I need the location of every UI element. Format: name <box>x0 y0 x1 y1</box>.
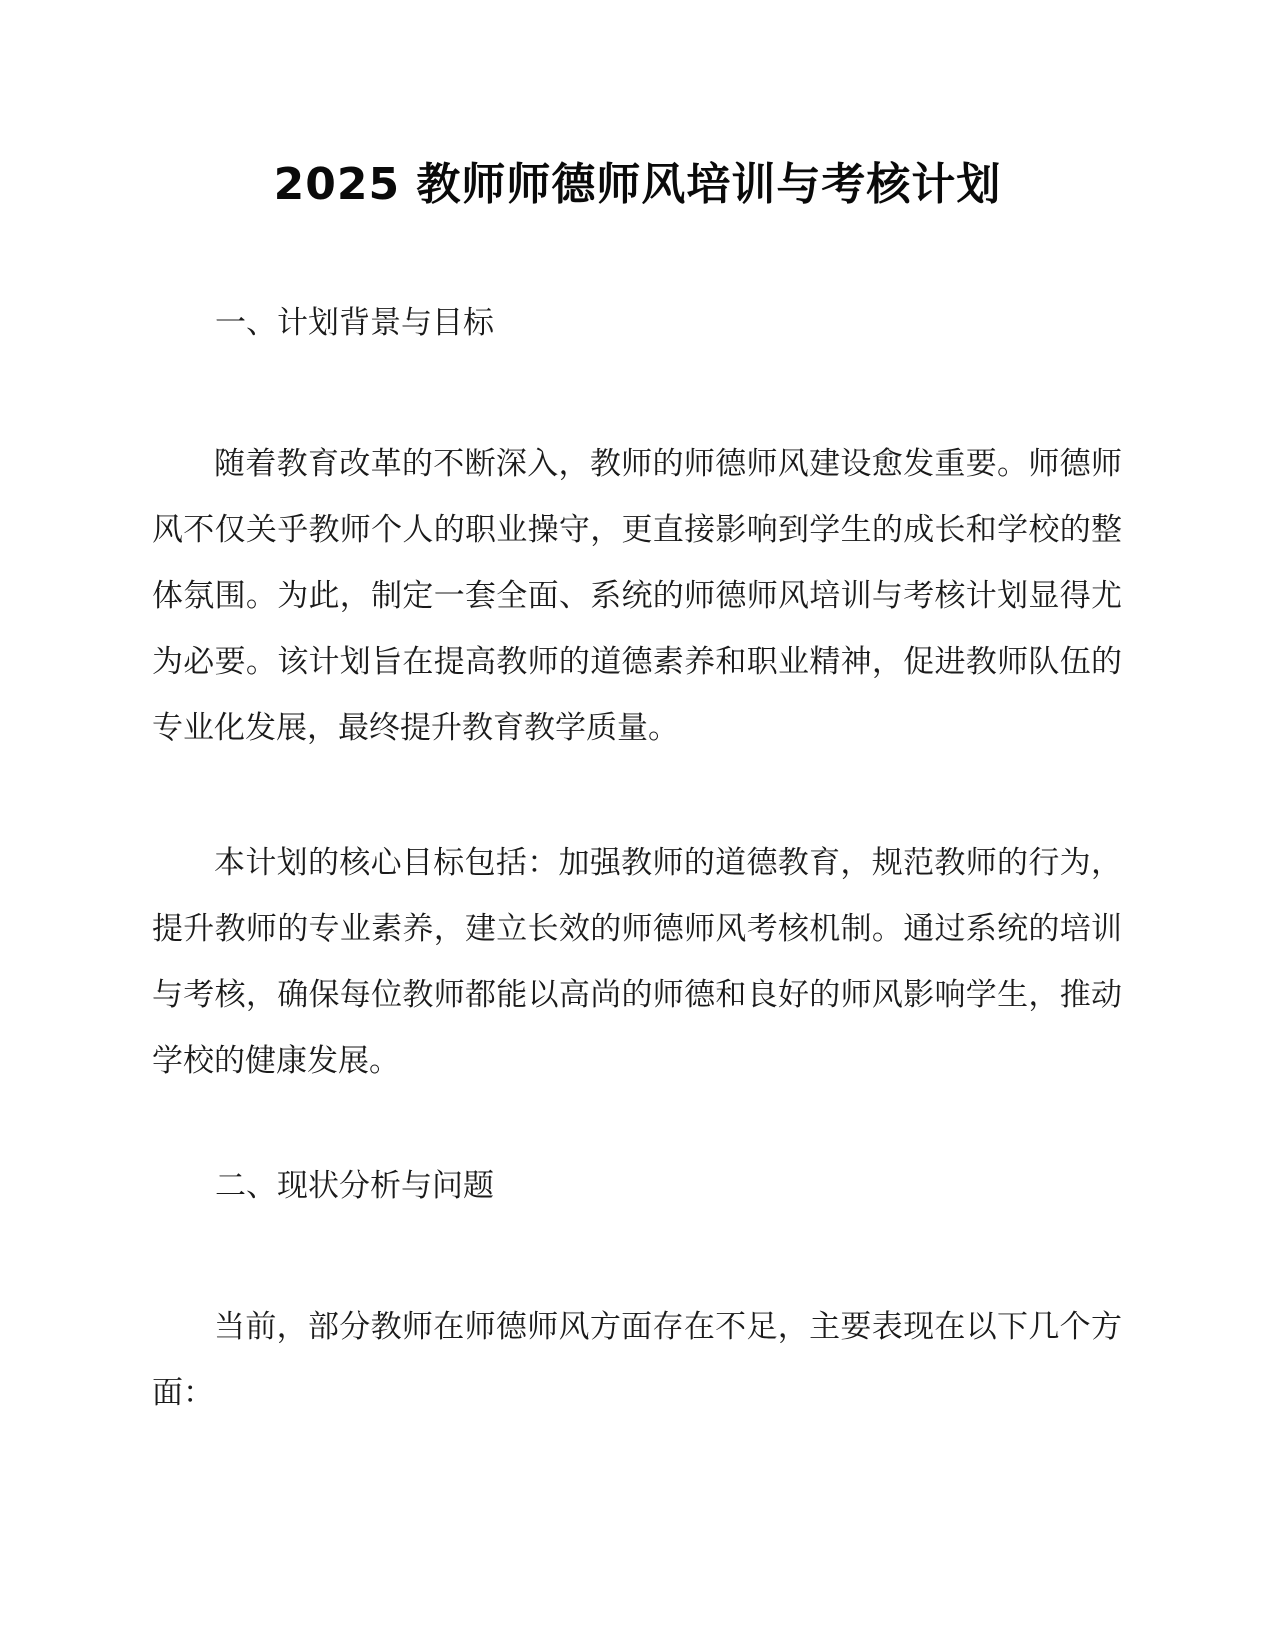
paragraph: 本计划的核心目标包括：加强教师的道德教育，规范教师的行为，提升教师的专业素养，建立长效的师德师风考核机制。通过系统的培训与考核，确保每位教师都能以高尚的师德和良好的师风影响学生，推动学校的健康发展。 <box>152 845 1122 1079</box>
section-heading: 二、现状分析与问题 <box>215 1168 494 1204</box>
paragraph: 当前，部分教师在师德师风方面存在不足，主要表现在以下几个方面： <box>152 1309 1122 1411</box>
section-heading: 一、计划背景与目标 <box>215 305 494 341</box>
document-title: 2025 教师师德师风培训与考核计划 <box>273 159 1002 210</box>
paragraph: 随着教育改革的不断深入，教师的师德师风建设愈发重要。师德师风不仅关乎教师个人的职业操守，更直接影响到学生的成长和学校的整体氛围。为此，制定一套全面、系统的师德师风培训与考核计划显得尤为必要。该计划旨在提高教师的道德素养和职业精神，促进教师队伍的专业化发展，最终提升教育教学质量。 <box>152 446 1122 746</box>
